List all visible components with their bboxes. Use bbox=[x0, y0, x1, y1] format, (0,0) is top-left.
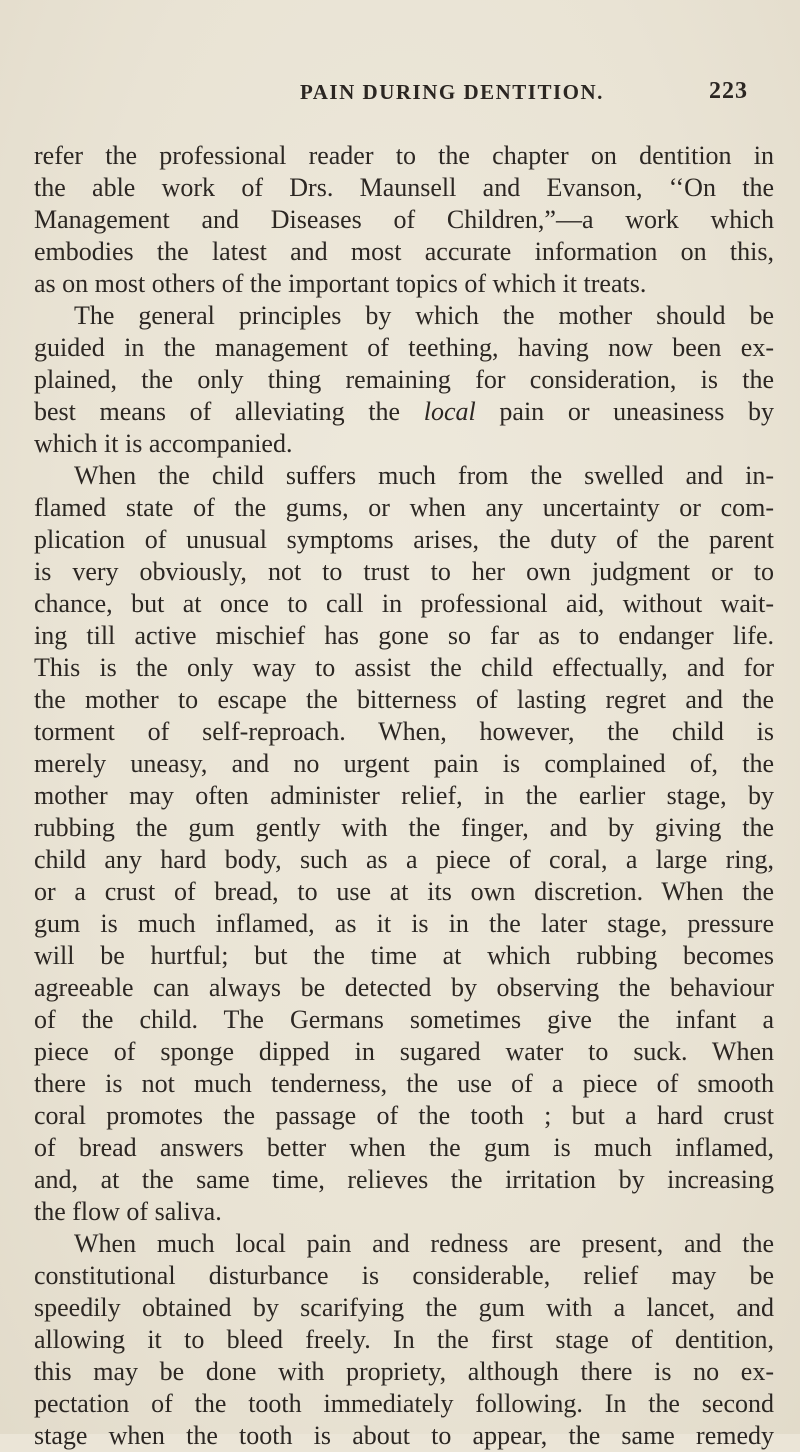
text-line: This is the only way to assist the child effectually, and for bbox=[34, 653, 774, 682]
text-line: gum is much inflamed, as it is in the later stage, pressure bbox=[34, 909, 774, 938]
text-line: the flow of saliva. bbox=[34, 1197, 222, 1226]
page-header bbox=[150, 80, 790, 116]
body-text bbox=[34, 140, 774, 1452]
text-line: merely uneasy, and no urgent pain is complained of, the bbox=[34, 749, 774, 778]
text-line: The general principles by which the mother should be bbox=[74, 301, 774, 330]
text-line: constitutional disturbance is considerable, relief may be bbox=[34, 1261, 774, 1290]
text-line: speedily obtained by scarifying the gum with a lancet, and bbox=[34, 1293, 774, 1322]
text-line: flamed state of the gums, or when any uncertainty or com- bbox=[34, 493, 774, 522]
text-line: child any hard body, such as a piece of coral, a large ring, bbox=[34, 845, 774, 874]
italic-word: local bbox=[423, 397, 476, 426]
text-line: will be hurtful; but the time at which rubbing becomes bbox=[34, 941, 774, 970]
text-line: and, at the same time, relieves the irritation by increasing bbox=[34, 1165, 774, 1194]
text-line: this may be done with propriety, although there is no ex- bbox=[34, 1357, 774, 1386]
text-line: the able work of Drs. Maunsell and Evanson, ‘‘On the bbox=[34, 173, 774, 202]
text-line: guided in the management of teething, having now been ex- bbox=[34, 333, 774, 362]
text-line: stage when the tooth is about to appear, the same remedy bbox=[34, 1421, 774, 1450]
text-line: the mother to escape the bitterness of lasting regret and the bbox=[34, 685, 774, 714]
text-line: there is not much tenderness, the use of a piece of smooth bbox=[34, 1069, 774, 1098]
text-line: is very obviously, not to trust to her own judgment or to bbox=[34, 557, 774, 586]
running-head: PAIN DURING DENTITION. bbox=[300, 80, 604, 104]
text-line bbox=[34, 396, 774, 428]
page-number: 223 bbox=[709, 78, 748, 104]
text-line: torment of self-reproach. When, however, the child is bbox=[34, 717, 774, 746]
text-line: refer the professional reader to the chapter on dentition in bbox=[34, 141, 774, 170]
text-line: of bread answers better when the gum is much inflamed, bbox=[34, 1133, 774, 1162]
text-line: chance, but at once to call in professional aid, without wait- bbox=[34, 589, 774, 618]
text-line: which it is accompanied. bbox=[34, 429, 293, 458]
text-segment: best means of alleviating the bbox=[34, 397, 424, 426]
text-line: of the child. The Germans sometimes give the infant a bbox=[34, 1005, 774, 1034]
text-line: When much local pain and redness are present, and the bbox=[74, 1229, 774, 1258]
text-line: embodies the latest and most accurate information on this, bbox=[34, 237, 774, 266]
text-segment: pain or uneasiness by bbox=[475, 397, 774, 426]
text-line: ing till active mischief has gone so far as to endanger life. bbox=[34, 621, 774, 650]
text-line: piece of sponge dipped in sugared water to suck. When bbox=[34, 1037, 774, 1066]
text-line: or a crust of bread, to use at its own discretion. When the bbox=[34, 877, 774, 906]
text-line: plication of unusual symptoms arises, the duty of the parent bbox=[34, 525, 774, 554]
text-line: plained, the only thing remaining for consideration, is the bbox=[34, 365, 774, 394]
text-line: When the child suffers much from the swelled and in- bbox=[74, 461, 774, 490]
text-line: rubbing the gum gently with the finger, and by giving the bbox=[34, 813, 774, 842]
text-line: pectation of the tooth immediately following. In the second bbox=[34, 1389, 774, 1418]
text-line: agreeable can always be detected by observing the behaviour bbox=[34, 973, 774, 1002]
text-line: Management and Diseases of Children,”—a work which bbox=[34, 205, 774, 234]
text-line: mother may often administer relief, in the earlier stage, by bbox=[34, 781, 774, 810]
text-line: coral promotes the passage of the tooth ; but a hard crust bbox=[34, 1101, 774, 1130]
text-line: allowing it to bleed freely. In the first stage of dentition, bbox=[34, 1325, 774, 1354]
text-line: as on most others of the important topics of which it treats. bbox=[34, 269, 647, 298]
